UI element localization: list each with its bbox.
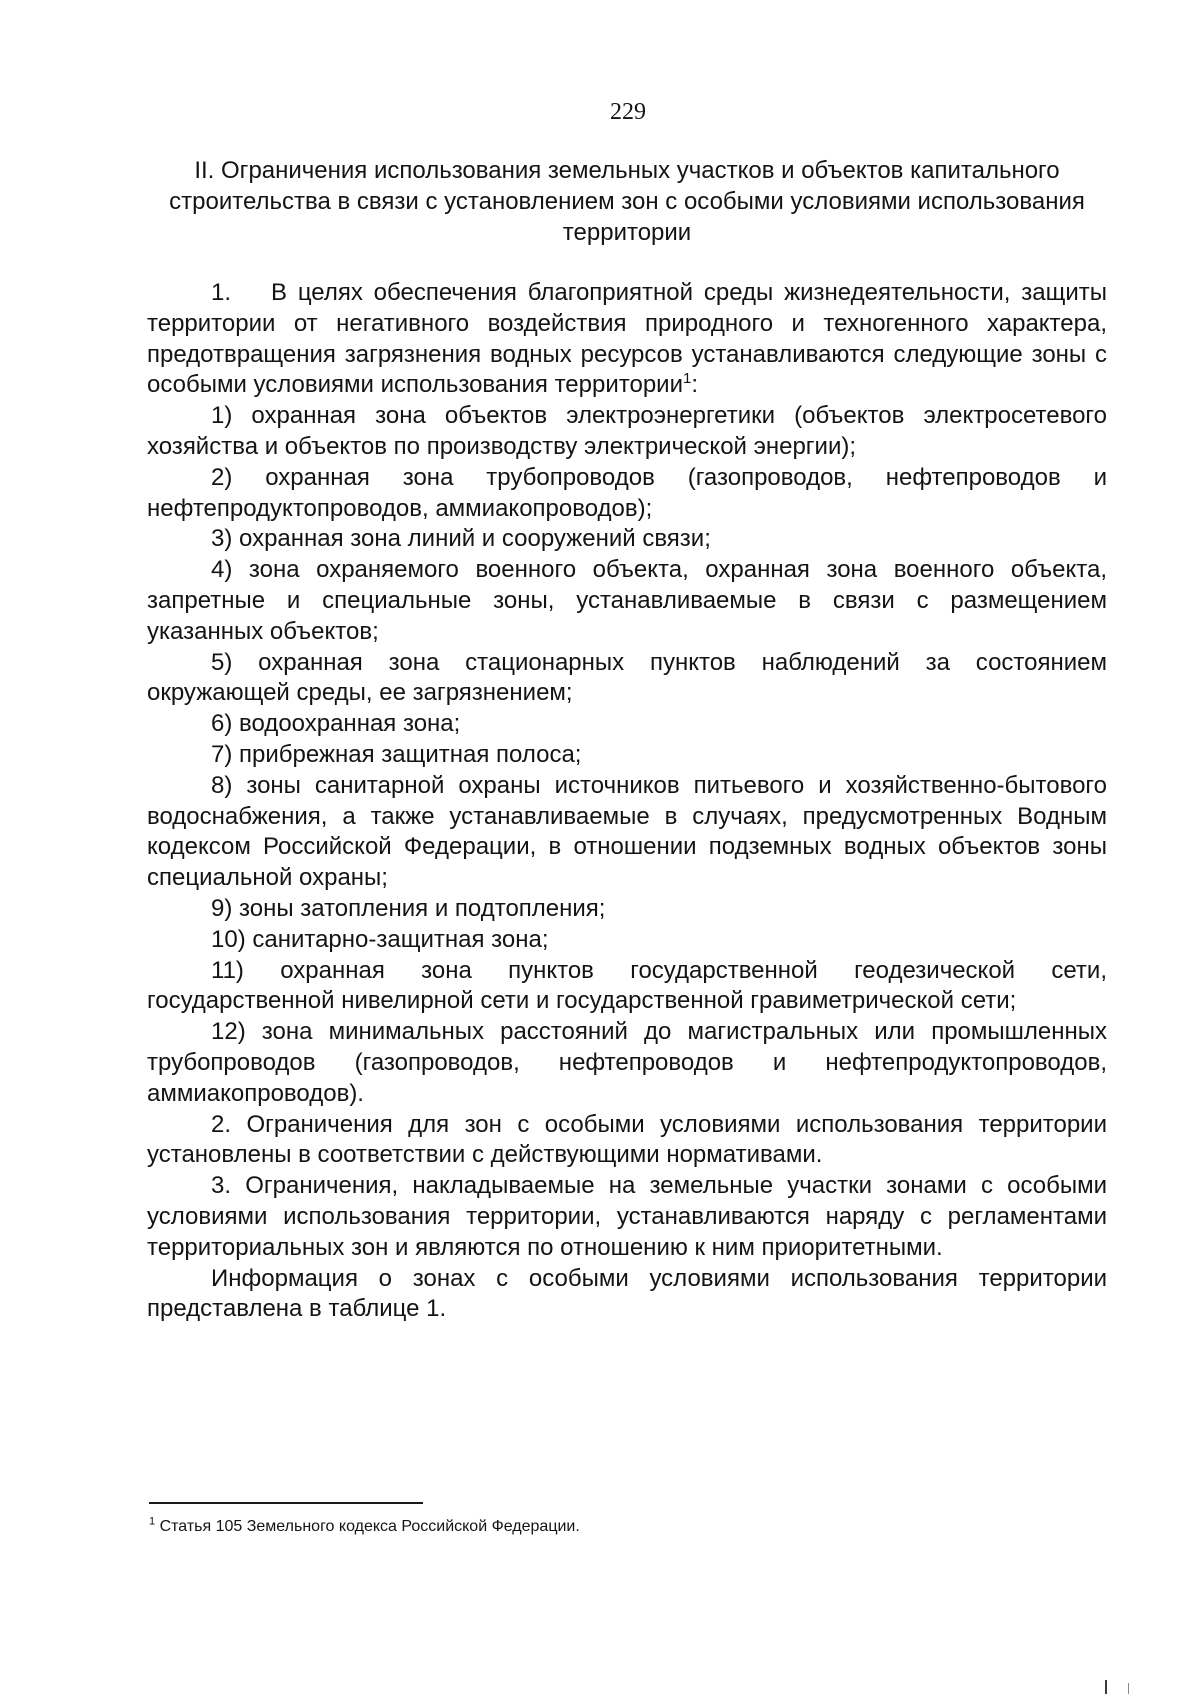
list-item-5: 5) охранная зона стационарных пунктов наблюдений за состоянием окружающей среды, ее загрязнением; xyxy=(147,648,1107,707)
document-body xyxy=(147,278,1107,1325)
footnote-marker: 1 xyxy=(149,1515,156,1528)
list-item-3: 3) охранная зона линий и сооружений связи; xyxy=(211,525,711,553)
scan-artifact-mark xyxy=(1128,1683,1129,1694)
paragraph-4: Информация о зонах с особыми условиями использования территории представлена в таблице 1. xyxy=(147,1264,1107,1323)
list-item-4: 4) зона охраняемого военного объекта, охранная зона военного объекта, запретные и специальные зоны, устанавливаемые в связи с размещением указанных объектов; xyxy=(147,556,1107,645)
paragraph-3: 3. Ограничения, накладываемые на земельные участки зонами с особыми условиями использования территории, устанавливаются наряду с регламентами территориальных зон и являются по отношению к ним приоритетными. xyxy=(147,1172,1107,1261)
scan-artifact-mark xyxy=(1105,1680,1107,1694)
footnote-text: Статья 105 Земельного кодекса Российской Федерации. xyxy=(155,1518,580,1535)
paragraph-2: 2. Ограничения для зон с особыми условиями использования территории установлены в соответствии с действующими нормативами. xyxy=(147,1110,1107,1169)
list-item-1: 1) охранная зона объектов электроэнергетики (объектов электросетевого хозяйства и объектов по производству электрической энергии); xyxy=(147,402,1107,460)
page-number: 229 xyxy=(610,99,646,125)
list-item-11: 11) охранная зона пунктов государственной геодезической сети, государственной нивелирной сети и государственной гравиметрической сети; xyxy=(147,956,1107,1015)
list-item-2: 2) охранная зона трубопроводов (газопроводов, нефтепроводов и нефтепродуктопроводов, аммиакопроводов); xyxy=(147,463,1107,522)
footnote-divider xyxy=(149,1502,423,1504)
footnote-reference: 1 xyxy=(682,370,692,388)
list-item-6: 6) водоохранная зона; xyxy=(211,710,461,738)
list-item-7: 7) прибрежная защитная полоса; xyxy=(211,740,582,768)
list-item-12: 12) зона минимальных расстояний до магистральных или промышленных трубопроводов (газопроводов, нефтепроводов и нефтепродуктопроводов, аммиакопроводов). xyxy=(147,1018,1107,1107)
list-item-10: 10) санитарно-защитная зона; xyxy=(211,925,549,953)
paragraph-1-tail: : xyxy=(691,371,698,399)
paragraph-1-text: В целях обеспечения благоприятной среды жизнедеятельности, защиты территории от негативного воздействия природного и техногенного характера, предотвращения загрязнения водных ресурсов устанавливаются следующие зоны с особыми условиями использования территории xyxy=(147,279,1107,399)
paragraph-1 xyxy=(147,278,1107,401)
paragraph-1-number: 1. xyxy=(211,279,232,306)
footnote xyxy=(149,1517,1049,1537)
list-item-9: 9) зоны затопления и подтопления; xyxy=(211,894,606,922)
section-title: II. Ограничения использования земельных участков и объектов капитального строительства в связи с установлением зон с особыми условиями использования территории xyxy=(169,157,1085,246)
list-item-8: 8) зоны санитарной охраны источников питьевого и хозяйственно-бытового водоснабжения, а также устанавливаемые в случаях, предусмотренных Водным кодексом Российской Федерации, в отношении подземных водных объектов зоны специальной охраны; xyxy=(147,771,1107,892)
